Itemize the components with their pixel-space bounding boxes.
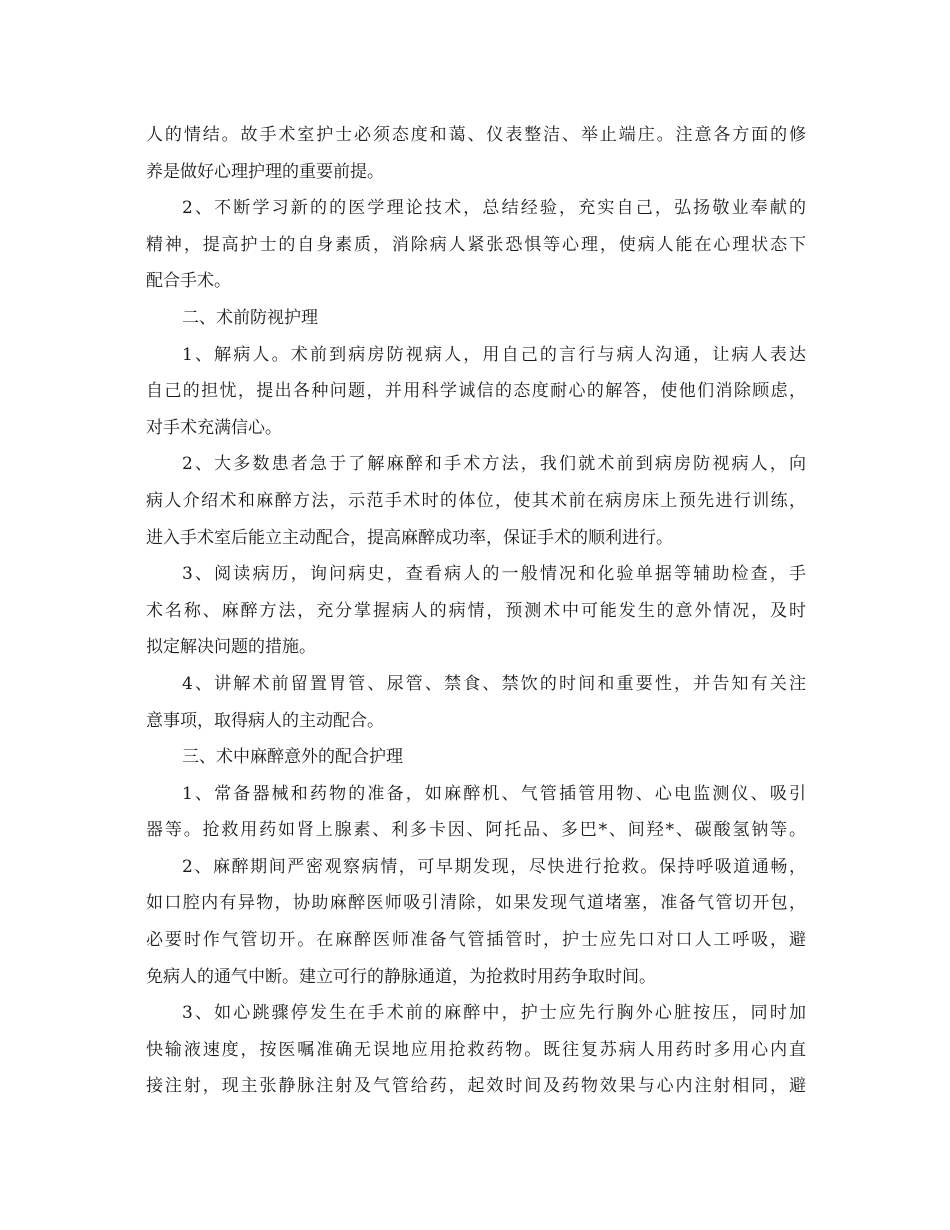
text-line: 二、术前防视护理 bbox=[182, 307, 318, 328]
text-line: 自己的担忧，提出各种问题，并用科学诚信的态度耐心的解答，使他们消除顾虑， bbox=[146, 381, 806, 402]
text-line: 4、讲解术前留置胃管、尿管、禁食、禁饮的时间和重要性，并告知有关注 bbox=[182, 673, 806, 694]
text-line: 2、大多数患者急于了解麻醉和手术方法，我们就术前到病房防视病人，向 bbox=[182, 454, 806, 475]
text-line: 1、解病人。术前到病房防视病人，用自己的言行与病人沟通，让病人表达 bbox=[182, 344, 806, 365]
text-line: 3、阅读病历，询问病史，查看病人的一般情况和化验单据等辅助检查，手 bbox=[182, 564, 806, 585]
text-line: 必要时作气管切开。在麻醉医师准备气管插管时，护士应先口对口人工呼吸，避 bbox=[146, 930, 806, 951]
text-line: 接注射，现主张静脉注射及气管给药，起效时间及药物效果与心内注射相同，避 bbox=[146, 1076, 806, 1097]
text-line: 2、不断学习新的的医学理论技术，总结经验，充实自己，弘扬敬业奉献的 bbox=[182, 198, 806, 219]
text-line: 病人介绍术和麻醉方法，示范手术时的体位，使其术前在病房床上预先进行训练， bbox=[146, 490, 806, 511]
text-line: 精神，提高护士的自身素质，消除病人紧张恐惧等心理，使病人能在心理状态下 bbox=[146, 234, 806, 255]
text-line: 养是做好心理护理的重要前提。 bbox=[146, 161, 384, 182]
text-line: 免病人的通气中断。建立可行的静脉通道，为抢救时用药争取时间。 bbox=[146, 966, 656, 987]
text-line: 拟定解决问题的措施。 bbox=[146, 637, 316, 658]
text-line: 1、常备器械和药物的准备，如麻醉机、气管插管用物、心电监测仪、吸引 bbox=[182, 783, 806, 804]
text-line: 器等。抢救用药如肾上腺素、利多卡因、阿托品、多巴*、间羟*、碳酸氢钠等。 bbox=[146, 820, 806, 841]
text-line: 如口腔内有异物，协助麻醉医师吸引清除，如果发现气道堵塞，准备气管切开包， bbox=[146, 893, 806, 914]
document-body bbox=[146, 117, 806, 1105]
text-line: 术名称、麻醉方法，充分掌握病人的病情，预测术中可能发生的意外情况，及时 bbox=[146, 600, 806, 621]
text-line: 对手术充满信心。 bbox=[146, 417, 282, 438]
text-line: 2、麻醉期间严密观察病情，可早期发现，尽快进行抢救。保持呼吸道通畅， bbox=[182, 856, 806, 877]
text-line: 配合手术。 bbox=[146, 271, 231, 292]
text-line: 进入手术室后能立主动配合，提高麻醉成功率，保证手术的顺利进行。 bbox=[146, 527, 673, 548]
text-line: 3、如心跳骤停发生在手术前的麻醉中，护士应先行胸外心脏按压，同时加 bbox=[182, 1003, 806, 1024]
text-line: 意事项，取得病人的主动配合。 bbox=[146, 710, 384, 731]
text-line: 三、术中麻醉意外的配合护理 bbox=[182, 747, 403, 768]
text-line: 快输液速度，按医嘱准确无误地应用抢救药物。既往复苏病人用药时多用心内直 bbox=[146, 1039, 806, 1060]
text-line: 人的情结。故手术室护士必须态度和蔼、仪表整洁、举止端庄。注意各方面的修 bbox=[146, 125, 806, 145]
